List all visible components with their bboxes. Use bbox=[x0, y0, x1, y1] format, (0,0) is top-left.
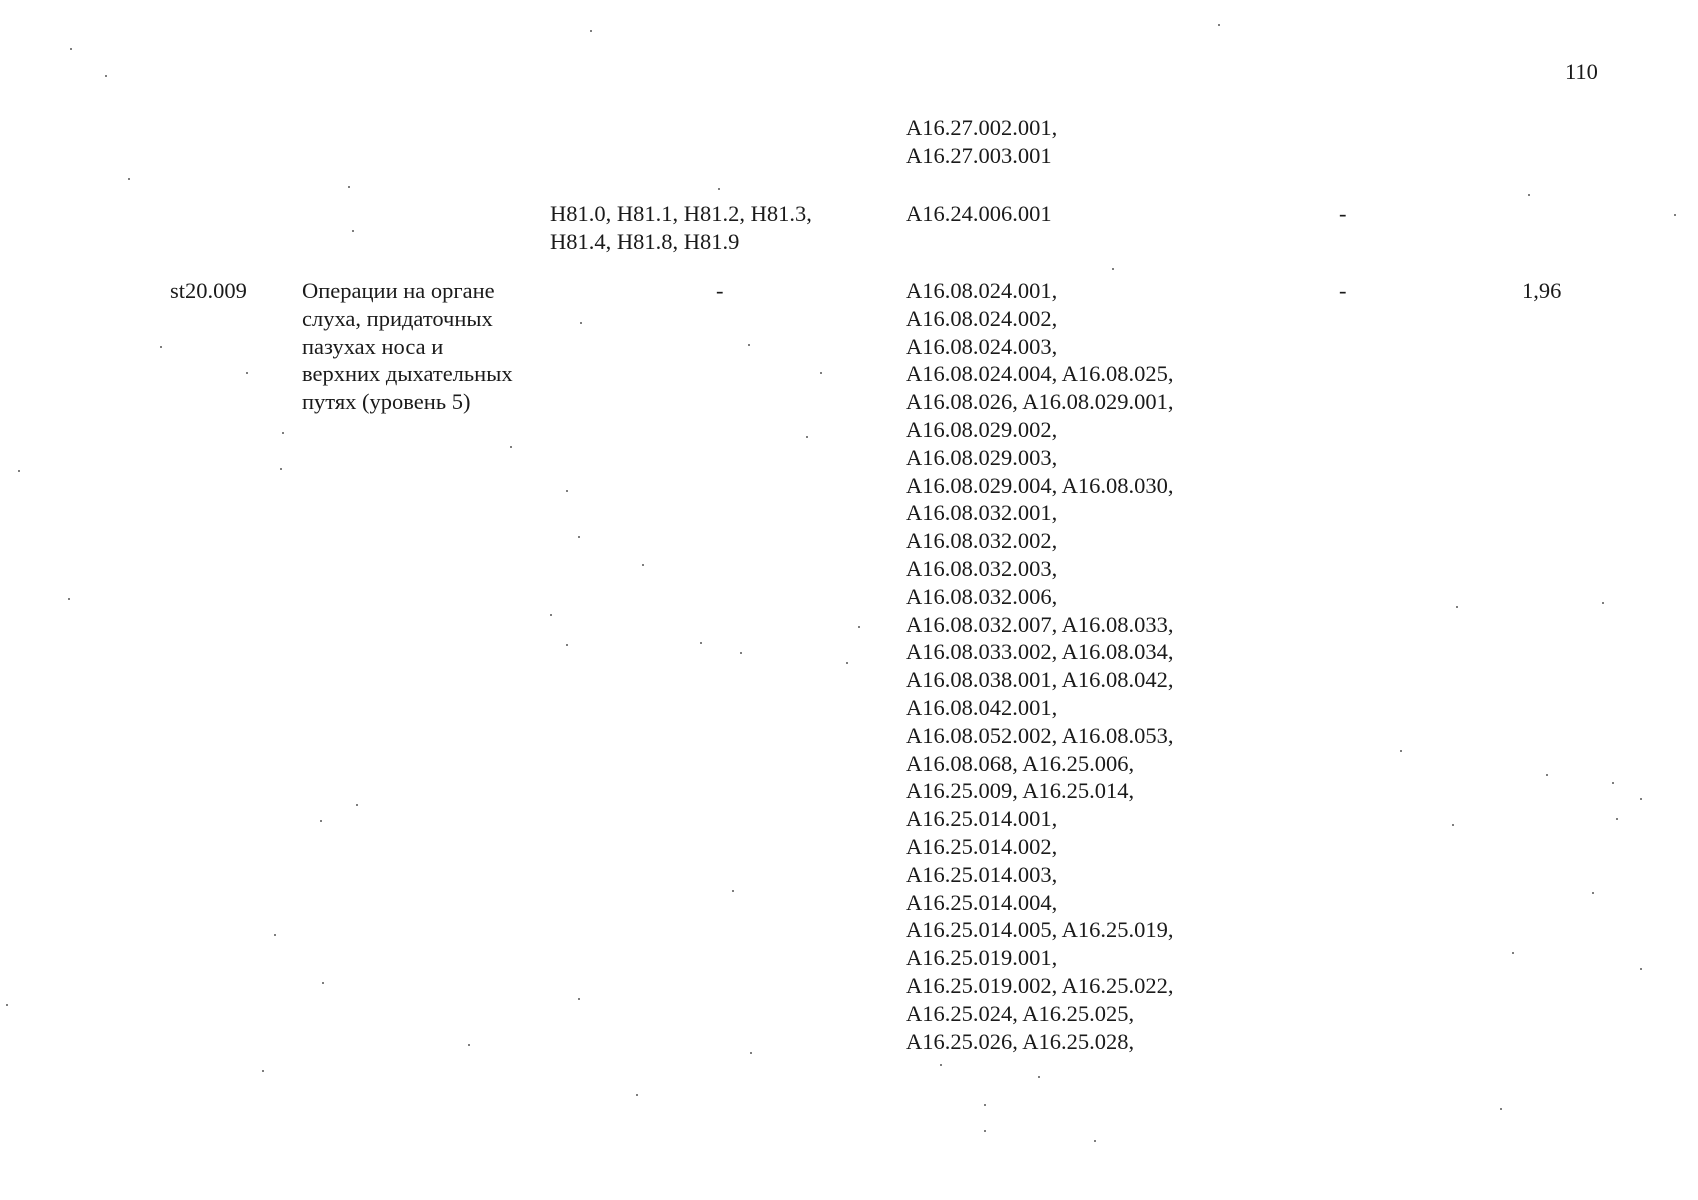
procedure-code-line: A16.08.052.002, A16.08.053, bbox=[906, 722, 1174, 748]
procedure-code-line: A16.08.032.001, bbox=[906, 500, 1058, 526]
row-2-coefficient: 1,96 bbox=[1522, 278, 1562, 303]
procedure-code-line: A16.08.026, A16.08.029.001, bbox=[906, 389, 1174, 415]
procedure-code-line: A16.08.068, A16.25.006, bbox=[906, 750, 1135, 776]
procedure-code-line: A16.25.019.001, bbox=[906, 945, 1058, 971]
procedure-code-line: A16.25.024, A16.25.025, bbox=[906, 1000, 1135, 1026]
row-2-diagnosis-codes: - bbox=[716, 278, 724, 303]
procedure-code-line: A16.25.026, A16.25.028, bbox=[906, 1028, 1135, 1054]
row-1-diagnosis-codes bbox=[550, 200, 812, 256]
procedure-code-line: A16.08.038.001, A16.08.042, bbox=[906, 667, 1174, 693]
procedure-code-line: A16.25.014.003, bbox=[906, 861, 1058, 887]
procedure-code-line: A16.25.014.005, A16.25.019, bbox=[906, 917, 1174, 943]
row-2-ksg-name bbox=[302, 277, 513, 416]
procedure-code-line: A16.08.029.002, bbox=[906, 416, 1058, 442]
row-1-procedure-codes bbox=[906, 200, 1052, 228]
procedure-code-line: A16.08.029.004, A16.08.030, bbox=[906, 472, 1174, 498]
procedure-code-line: A16.25.014.002, bbox=[906, 833, 1058, 859]
procedure-code-line: A16.25.014.001, bbox=[906, 806, 1058, 832]
page-number: 110 bbox=[1565, 59, 1598, 84]
procedure-code-line: A16.27.002.001, bbox=[906, 115, 1058, 140]
ksg-name-line: Операции на органе bbox=[302, 278, 495, 303]
procedure-code-line: A16.08.024.004, A16.08.025, bbox=[906, 361, 1174, 387]
row-1-additional-criteria: - bbox=[1339, 201, 1347, 226]
row-2-procedure-codes bbox=[906, 277, 1174, 1055]
diagnosis-code-line: H81.4, H81.8, H81.9 bbox=[550, 228, 740, 254]
row-2-ksg-code: st20.009 bbox=[170, 278, 247, 303]
procedure-code-line: A16.08.032.007, A16.08.033, bbox=[906, 611, 1174, 637]
procedure-code-line: A16.08.024.001, bbox=[906, 278, 1058, 303]
ksg-name-line: верхних дыхательных bbox=[302, 361, 513, 387]
diagnosis-code-line: H81.0, H81.1, H81.2, H81.3, bbox=[550, 201, 812, 226]
procedure-code-line: A16.24.006.001 bbox=[906, 201, 1052, 226]
procedure-code-line: A16.08.024.003, bbox=[906, 333, 1058, 359]
row-0-procedure-codes bbox=[906, 114, 1057, 170]
ksg-name-line: слуха, придаточных bbox=[302, 305, 493, 331]
procedure-code-line: A16.25.014.004, bbox=[906, 889, 1058, 915]
procedure-code-line: A16.08.033.002, A16.08.034, bbox=[906, 639, 1174, 665]
row-2-additional-criteria: - bbox=[1339, 278, 1347, 303]
procedure-code-line: A16.08.032.003, bbox=[906, 555, 1058, 581]
procedure-code-line: A16.08.032.002, bbox=[906, 528, 1058, 554]
procedure-code-line: A16.25.019.002, A16.25.022, bbox=[906, 972, 1174, 998]
procedure-code-line: A16.08.024.002, bbox=[906, 305, 1058, 331]
procedure-code-line: A16.25.009, A16.25.014, bbox=[906, 778, 1135, 804]
procedure-code-line: A16.08.042.001, bbox=[906, 694, 1058, 720]
procedure-code-line: A16.27.003.001 bbox=[906, 142, 1052, 168]
ksg-name-line: путях (уровень 5) bbox=[302, 389, 471, 415]
procedure-code-line: A16.08.029.003, bbox=[906, 444, 1058, 470]
ksg-name-line: пазухах носа и bbox=[302, 333, 444, 359]
procedure-code-line: A16.08.032.006, bbox=[906, 583, 1058, 609]
